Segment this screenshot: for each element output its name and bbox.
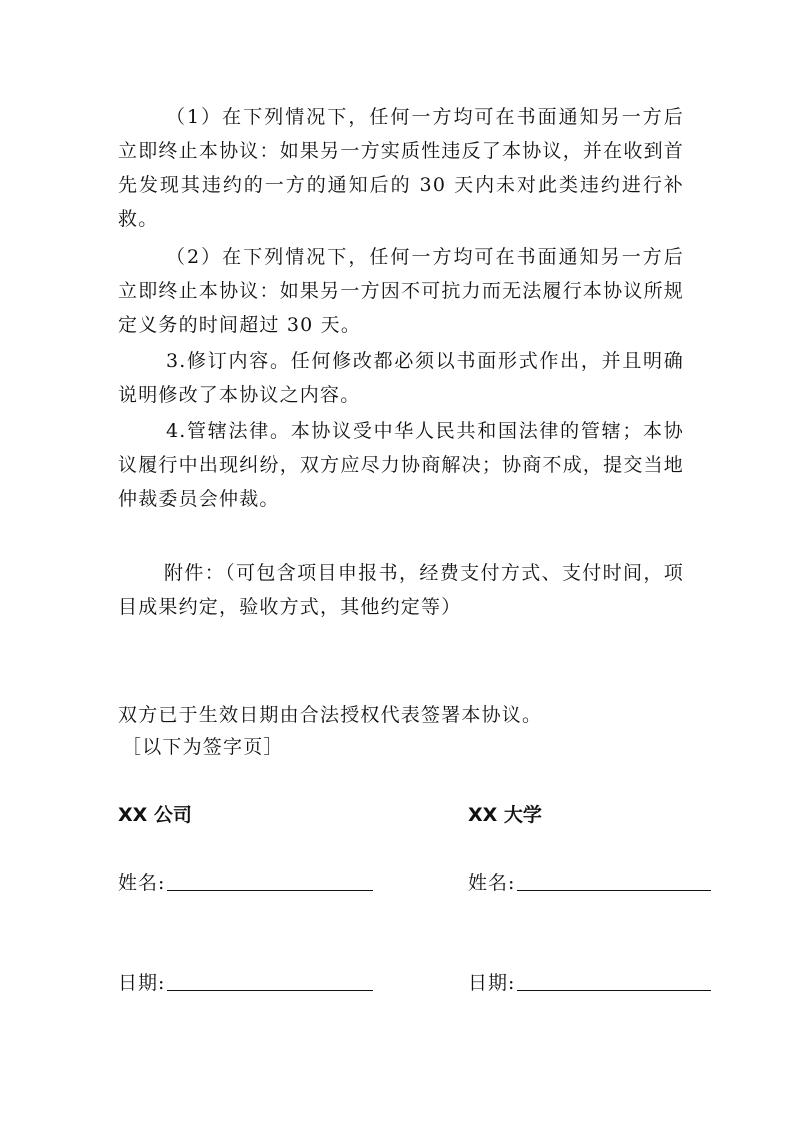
party-b-name-signature-field[interactable] [468,868,711,898]
date-line[interactable] [517,990,711,991]
date-line[interactable] [167,990,373,991]
effective-statement: 双方已于生效日期由合法授权代表签署本协议。 [118,704,543,726]
clause-termination-breach: （1）在下列情况下，任何一方均可在书面通知另一方后立即终止本协议：如果另一方实质性违反了本协议，并在收到首先发现其违约的一方的通知后的 30 天内未对此类违约进行补救。 [118,106,684,230]
party-a-date-field[interactable] [118,968,373,998]
attachment-note: 附件：（可包含项目申报书，经费支付方式、支付时间，项目成果约定，验收方式，其他约定等） [118,562,684,618]
clause-termination-force-majeure: （2）在下列情况下，任何一方均可在书面通知另一方后立即终止本协议：如果另一方因不可抗力而无法履行本协议所规定义务的时间超过 30 天。 [118,246,684,336]
signature-page-note: ［以下为签字页］ [122,736,284,758]
clause-governing-law: 4.管辖法律。本协议受中华人民共和国法律的管辖；本协议履行中出现纠纷，双方应尽力协商解决；协商不成，提交当地仲裁委员会仲裁。 [118,420,684,510]
date-label: 日期: [118,972,166,994]
party-a-name-signature-field[interactable] [118,868,373,898]
name-label: 姓名: [468,872,516,894]
clause-amendment: 3.修订内容。任何修改都必须以书面形式作出，并且明确说明修改了本协议之内容。 [118,350,684,406]
name-label: 姓名: [118,872,166,894]
signature-line[interactable] [167,890,373,891]
signature-line[interactable] [517,890,711,891]
party-b-name: XX 大学 [468,804,542,826]
party-a-name: XX 公司 [118,804,192,826]
date-label: 日期: [468,972,516,994]
party-b-date-field[interactable] [468,968,711,998]
